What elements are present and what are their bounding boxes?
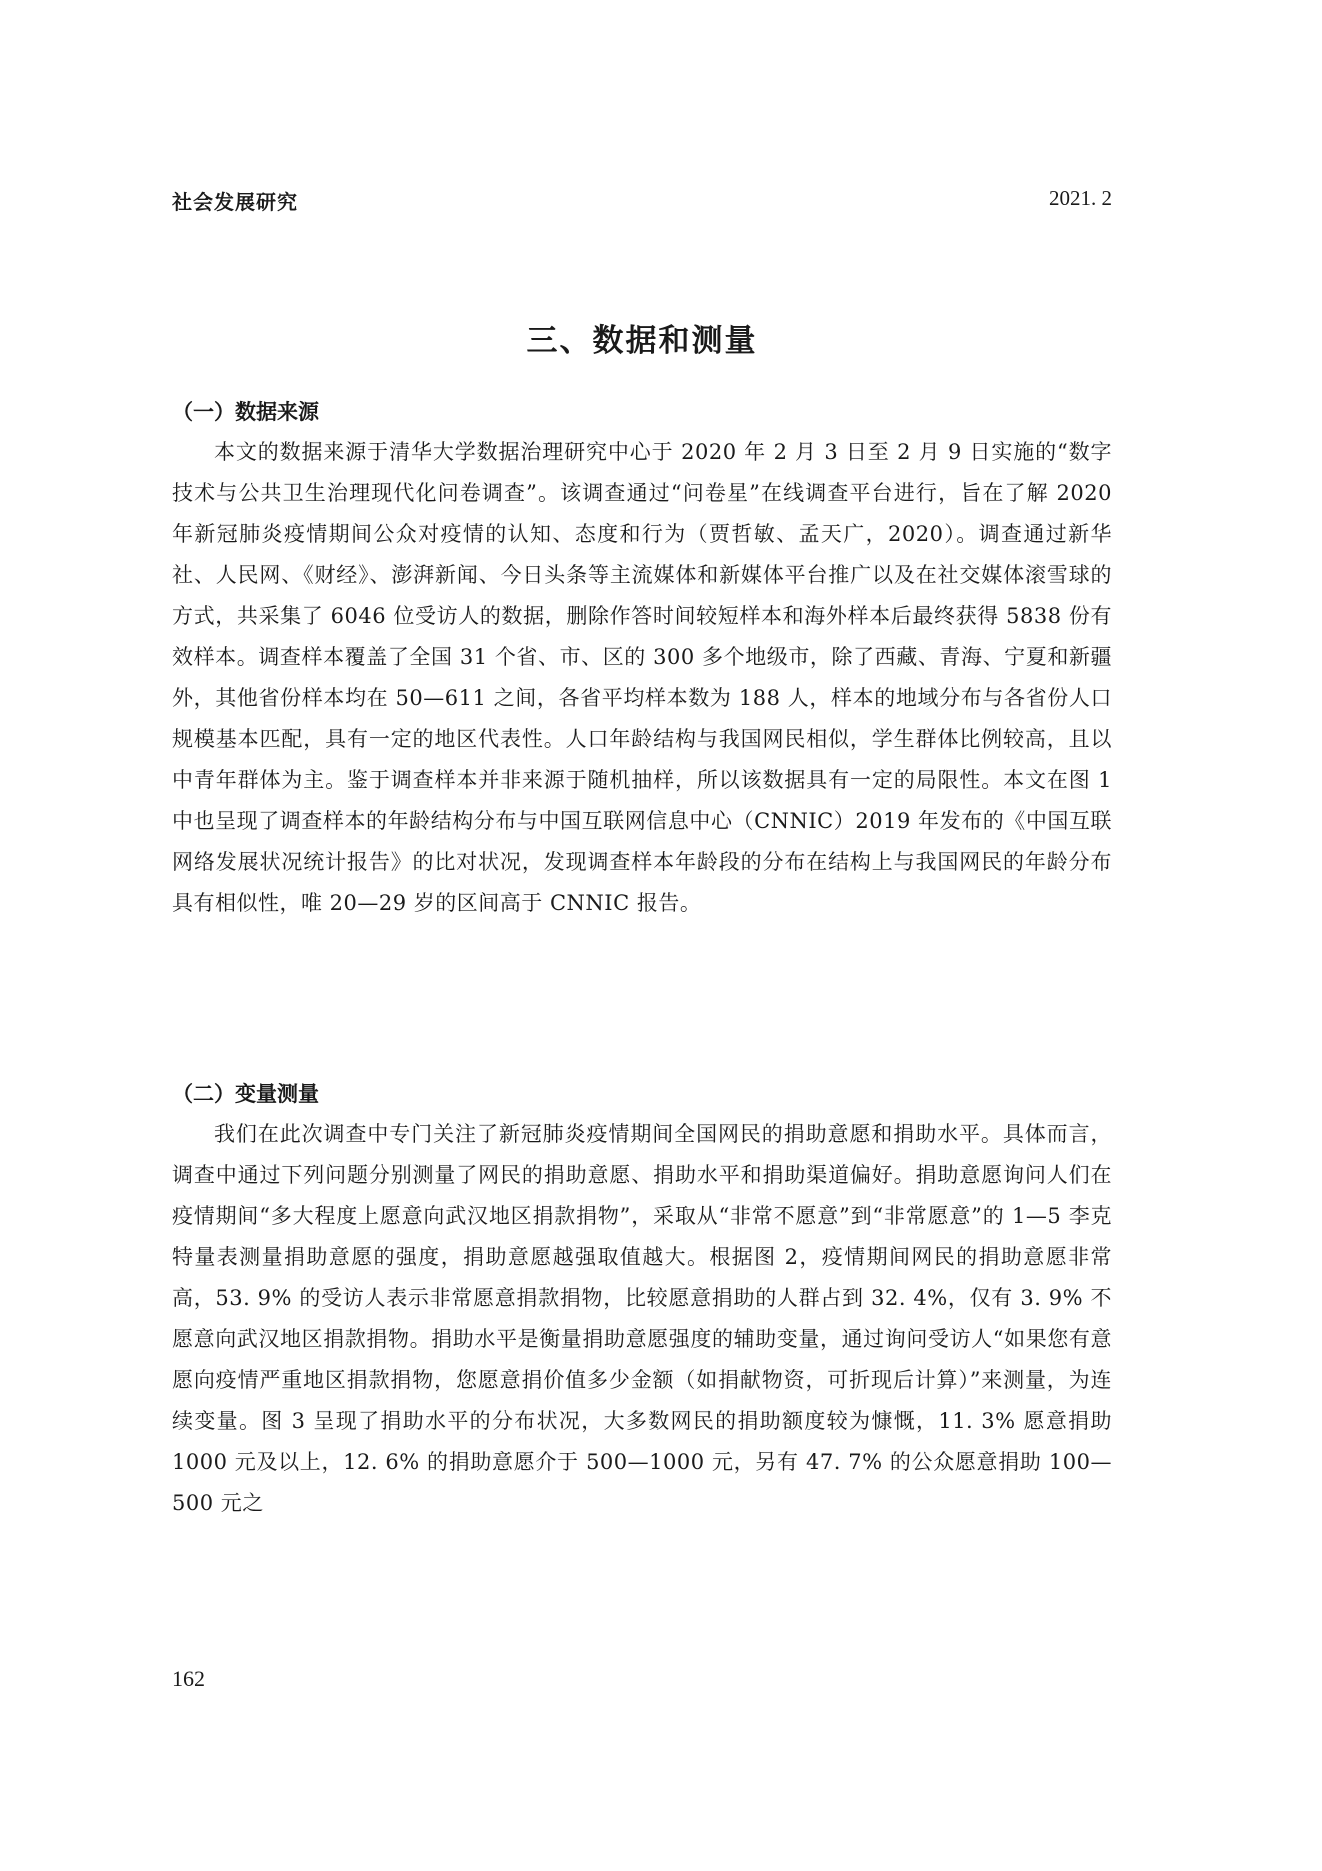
issue-number: 2021. 2: [1049, 186, 1112, 210]
page-number: 162: [172, 1666, 205, 1691]
subsection-data-source: [172, 394, 1112, 924]
subsection-heading: （二）变量测量: [172, 1082, 319, 1106]
section-title: 三、数据和测量: [526, 322, 758, 359]
running-head: [172, 186, 1112, 218]
subsection-variable-measurement: [172, 1076, 1112, 1524]
journal-name: 社会发展研究: [172, 190, 298, 214]
body-paragraph: 本文的数据来源于清华大学数据治理研究中心于 2020 年 2 月 3 日至 2 月 9 日实施的“数字技术与公共卫生治理现代化问卷调查”。该调查通过“问卷星”在线调查平台进行，旨在了解 2020 年新冠肺炎疫情期间公众对疫情的认知、态度和行为（贾哲敏、孟天广，2020）。调查通过新华社、人民网、《财经》、澎湃新闻、今日头条等主流媒体和新媒体平台推广以及在社交媒体滚雪球的方式，共采集了 6046 位受访人的数据，删除作答时间较短样本和海外样本后最终获得 5838 份有效样本。调查样本覆盖了全国 31 个省、市、区的 300 多个地级市，除了西藏、青海、宁夏和新疆外，其他省份样本均在 50—611 之间，各省平均样本数为 188 人，样本的地域分布与各省份人口规模基本匹配，具有一定的地区代表性。人口年龄结构与我国网民相似，学生群体比例较高，且以中青年群体为主。鉴于调查样本并非来源于随机抽样，所以该数据具有一定的局限性。本文在图 1 中也呈现了调查样本的年龄结构分布与中国互联网信息中心（CNNIC）2019 年发布的《中国互联网络发展状况统计报告》的比对状况，发现调查样本年龄段的分布在结构上与我国网民的年龄分布具有相似性，唯 20—29 岁的区间高于 CNNIC 报告。: [172, 440, 1112, 915]
body-paragraph: 我们在此次调查中专门关注了新冠肺炎疫情期间全国网民的捐助意愿和捐助水平。具体而言，调查中通过下列问题分别测量了网民的捐助意愿、捐助水平和捐助渠道偏好。捐助意愿询问人们在疫情期间“多大程度上愿意向武汉地区捐款捐物”，采取从“非常不愿意”到“非常愿意”的 1—5 李克特量表测量捐助意愿的强度，捐助意愿越强取值越大。根据图 2，疫情期间网民的捐助意愿非常高，53. 9% 的受访人表示非常愿意捐款捐物，比较愿意捐助的人群占到 32. 4%，仅有 3. 9% 不愿意向武汉地区捐款捐物。捐助水平是衡量捐助意愿强度的辅助变量，通过询问受访人“如果您有意愿向疫情严重地区捐款捐物，您愿意捐价值多少金额（如捐献物资，可折现后计算）”来测量，为连续变量。图 3 呈现了捐助水平的分布状况，大多数网民的捐助额度较为慷慨，11. 3% 愿意捐助 1000 元及以上，12. 6% 的捐助意愿介于 500—1000 元，另有 47. 7% 的公众愿意捐助 100—500 元之: [172, 1122, 1112, 1515]
subsection-heading: （一）数据来源: [172, 400, 319, 424]
